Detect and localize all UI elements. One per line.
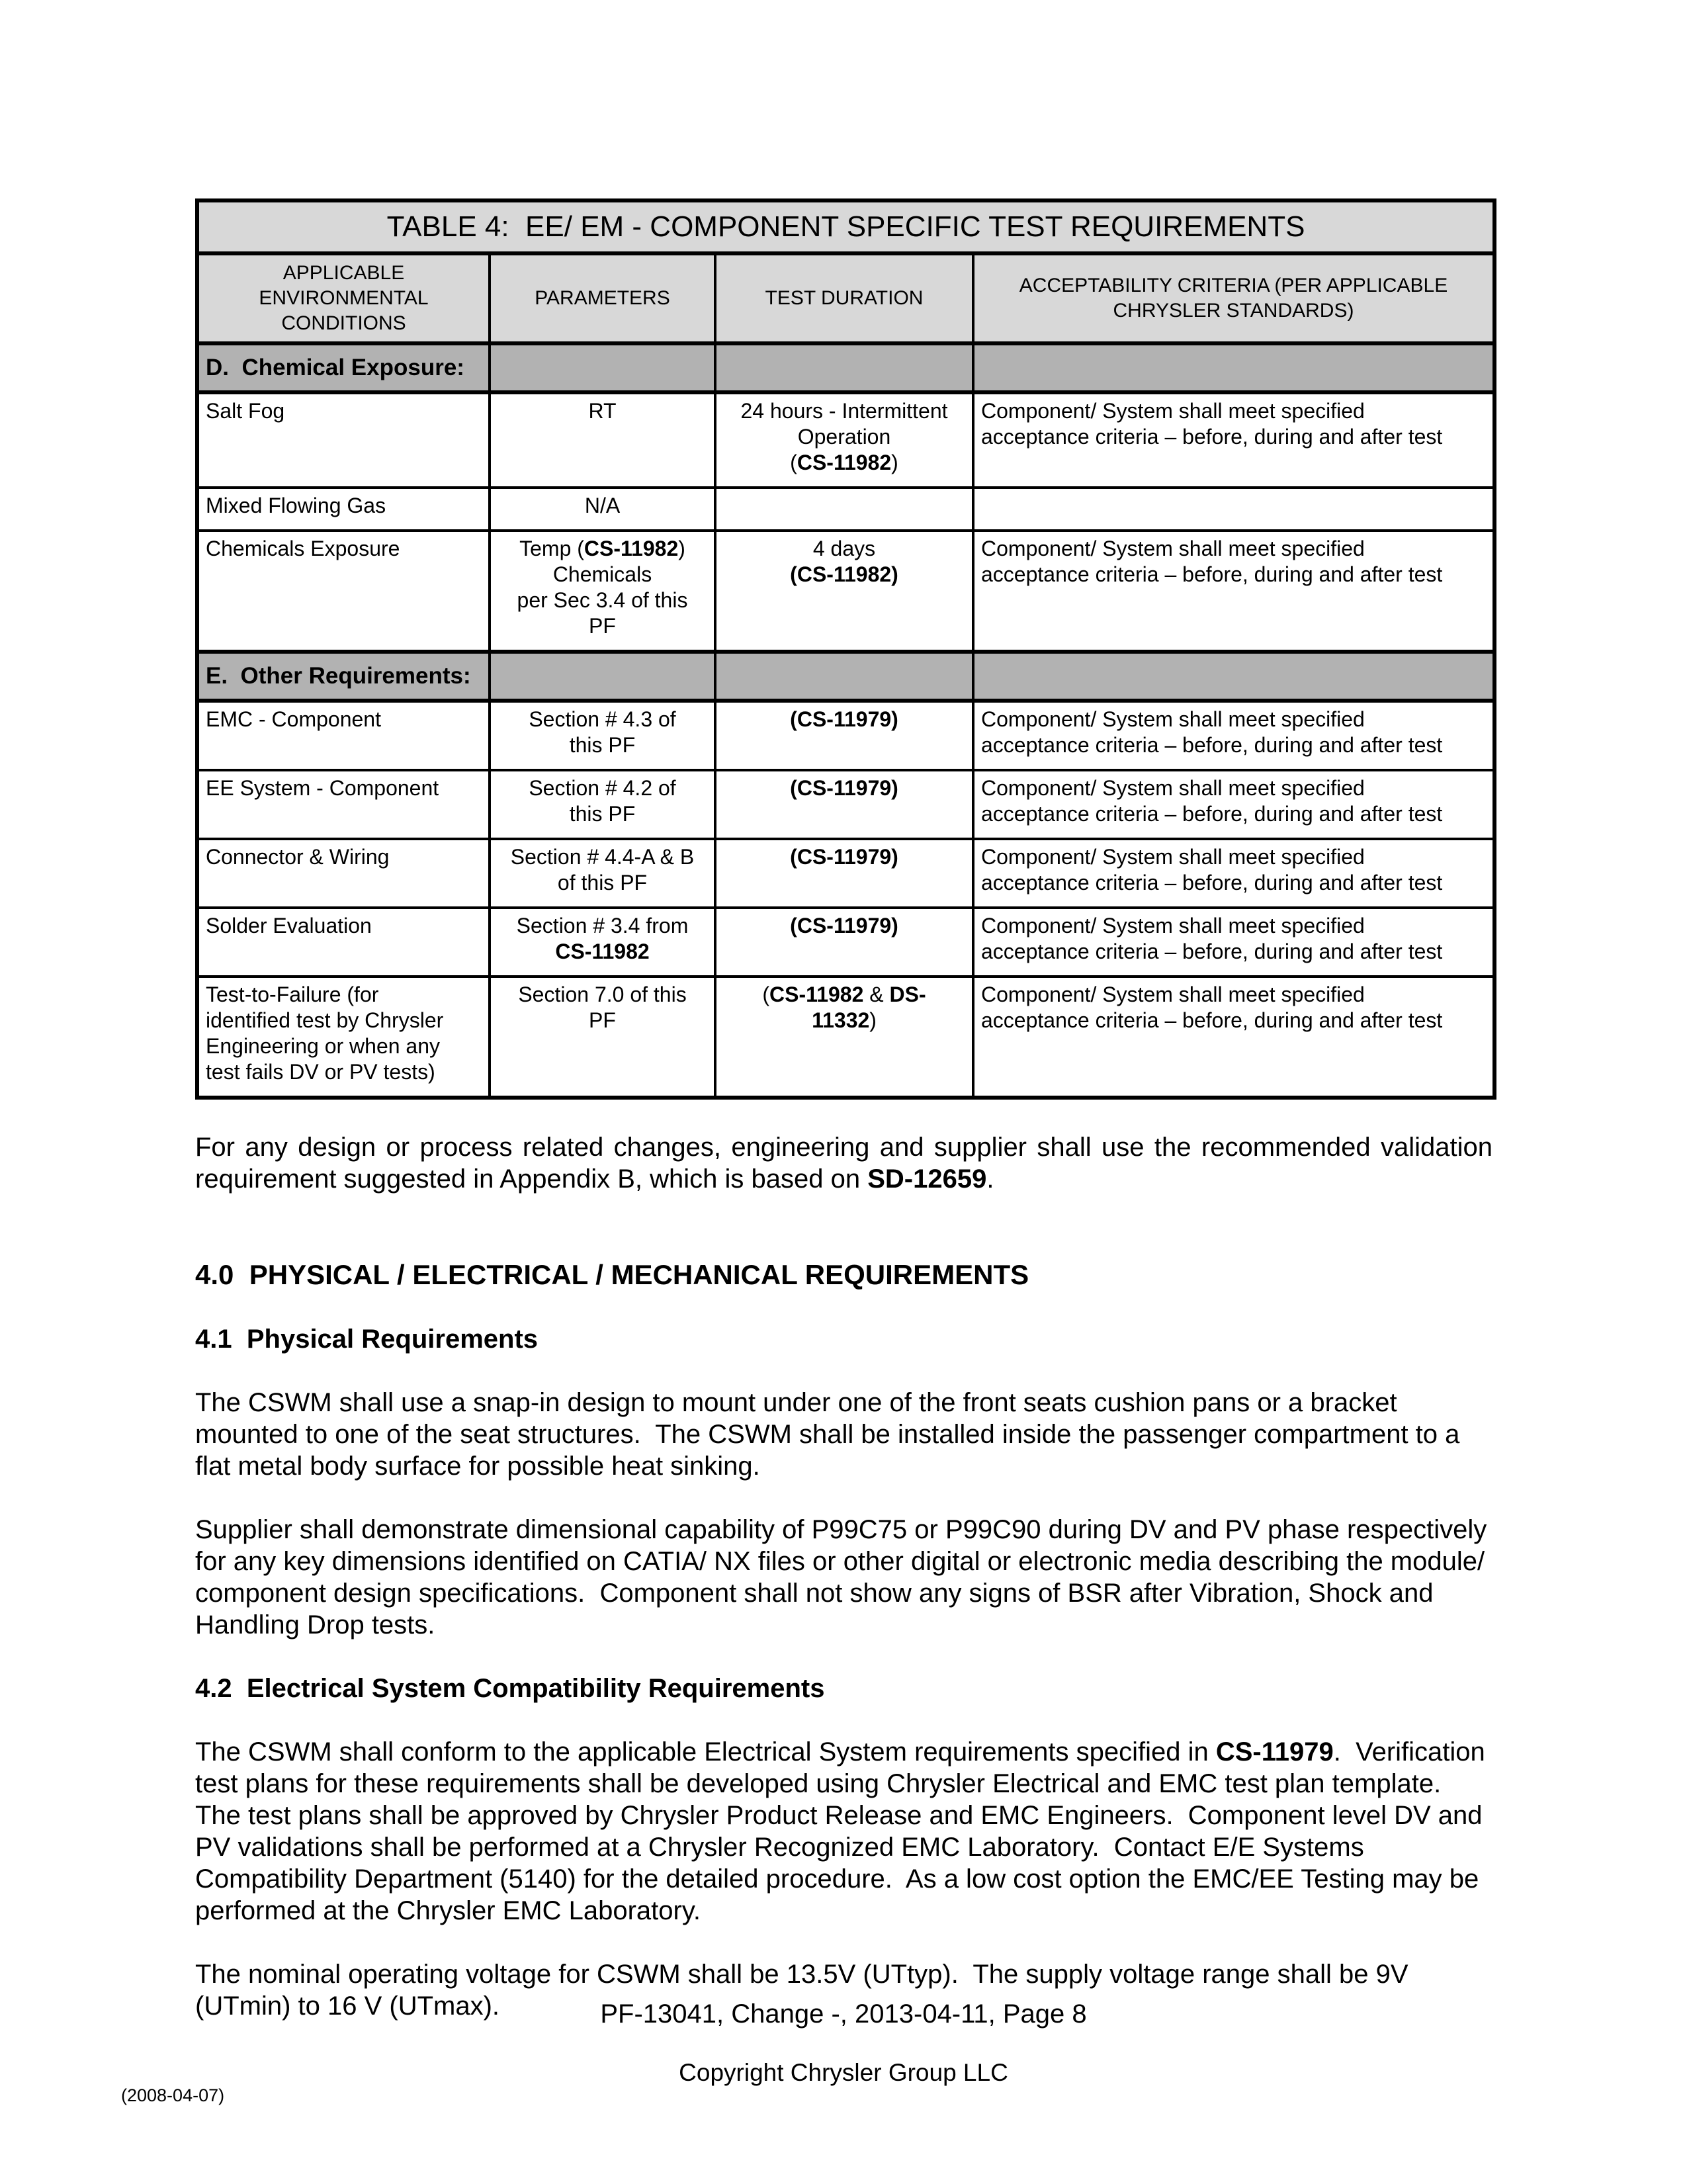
table-title: TABLE 4: EE/ EM - COMPONENT SPECIFIC TEST REQUIREMENTS <box>197 200 1494 253</box>
table-cell: Component/ System shall meet specified acceptance criteria – before, during and after test <box>973 839 1494 908</box>
footer-form-date: (2008-04-07) <box>121 2085 225 2105</box>
paragraph: The CSWM shall use a snap-in design to mount under one of the front seats cushion pans or a bracket mounted to one of the seat structures. The CSWM shall be installed inside the passenger compartment to a flat metal body surface for possible heat sinking. <box>195 1388 1467 1481</box>
footer-copyright: Copyright Chrysler Group LLC <box>679 2059 1008 2086</box>
table-cell: (CS-11979) <box>715 701 973 770</box>
table-cell <box>973 343 1494 392</box>
paragraph: The nominal operating voltage for CSWM shall be 13.5V (UTtyp). The supply voltage range shall be 9V (UTmin) to 16 V (UTmax). <box>195 1960 1416 2021</box>
table-cell: (CS-11979) <box>715 839 973 908</box>
table-title-row <box>197 200 1494 253</box>
table-cell: Section 7.0 of this PF <box>490 977 715 1098</box>
table-cell: Mixed Flowing Gas <box>197 488 490 531</box>
table-row <box>197 977 1494 1098</box>
table-cell <box>715 652 973 701</box>
table-cell: Connector & Wiring <box>197 839 490 908</box>
table-row <box>197 488 1494 531</box>
table-row <box>197 392 1494 488</box>
section-heading: 4.1 Physical Requirements <box>195 1325 539 1354</box>
table-cell: E. Other Requirements: <box>197 652 490 701</box>
table-4-component-specific-test-requirements <box>195 198 1496 1100</box>
table-cell: Solder Evaluation <box>197 908 490 977</box>
table-cell: Component/ System shall meet specified acceptance criteria – before, during and after test <box>973 701 1494 770</box>
table-cell <box>490 652 715 701</box>
table-cell: Temp (CS-11982) Chemicals per Sec 3.4 of this PF <box>490 531 715 652</box>
table-cell <box>973 652 1494 701</box>
table-section-row <box>197 343 1494 392</box>
table-cell: N/A <box>490 488 715 531</box>
table-cell: EE System - Component <box>197 770 490 839</box>
footer-document-id: PF-13041, Change -, 2013-04-11, Page 8 <box>600 1999 1087 2029</box>
table-cell: Component/ System shall meet specified acceptance criteria – before, during and after test <box>973 392 1494 488</box>
section-heading: 4.2 Electrical System Compatibility Requirements <box>195 1674 825 1703</box>
column-header-applicable-environmental-conditions: APPLICABLE ENVIRONMENTAL CONDITIONS <box>197 253 490 343</box>
table-row <box>197 770 1494 839</box>
column-header-parameters: PARAMETERS <box>490 253 715 343</box>
table-cell <box>973 488 1494 531</box>
table-cell: Component/ System shall meet specified acceptance criteria – before, during and after test <box>973 770 1494 839</box>
table-cell: Test-to-Failure (for identified test by Chrysler Engineering or when any test fails DV or PV tests) <box>197 977 490 1098</box>
table-cell: (CS-11979) <box>715 770 973 839</box>
paragraph: For any design or process related changes, engineering and supplier shall use the recommended validation requirement suggested in Appendix B, which is based on SD-12659. <box>195 1133 1500 1194</box>
table-cell <box>715 488 973 531</box>
table-cell: Component/ System shall meet specified acceptance criteria – before, during and after test <box>973 977 1494 1098</box>
table-cell: (CS-11982 & DS- 11332) <box>715 977 973 1098</box>
table-body <box>197 343 1494 1098</box>
table-cell: D. Chemical Exposure: <box>197 343 490 392</box>
paragraph: The CSWM shall conform to the applicable Electrical System requirements specified in CS-11979. Verification test plans for these requirements shall be developed using Chrysler Electrical and EMC test plan template. The test plans shall be approved by Chrysler Product Release and EMC Engineers. Component level DV and PV validations shall be performed at a Chrysler Recognized EMC Laboratory. Contact E/E Systems Compatibility Department (5140) for the detailed procedure. As a low cost option the EMC/EE Testing may be performed at the Chrysler EMC Laboratory. <box>195 1737 1492 1925</box>
table-header-row <box>197 253 1494 343</box>
paragraph: Supplier shall demonstrate dimensional capability of P99C75 or P99C90 during DV and PV phase respectively for any key dimensions identified on CATIA/ NX files or other digital or electronic media describing the module/ component design specifications. Component shall not show any signs of BSR after Vibration, Shock and Handling Drop tests. <box>195 1515 1494 1639</box>
table-row <box>197 839 1494 908</box>
table-cell: Component/ System shall meet specified acceptance criteria – before, during and after test <box>973 531 1494 652</box>
table-cell <box>715 343 973 392</box>
table-row <box>197 908 1494 977</box>
table-cell: Section # 4.2 of this PF <box>490 770 715 839</box>
table-cell: 24 hours - Intermittent Operation (CS-11982) <box>715 392 973 488</box>
table-cell: 4 days (CS-11982) <box>715 531 973 652</box>
table-row <box>197 531 1494 652</box>
document-body-text <box>195 1131 1500 2022</box>
table-cell: RT <box>490 392 715 488</box>
table-cell: Section # 3.4 from CS-11982 <box>490 908 715 977</box>
table-cell: Component/ System shall meet specified acceptance criteria – before, during and after test <box>973 908 1494 977</box>
table-cell: Section # 4.4-A & B of this PF <box>490 839 715 908</box>
table-cell: EMC - Component <box>197 701 490 770</box>
table-cell: Chemicals Exposure <box>197 531 490 652</box>
table-cell: (CS-11979) <box>715 908 973 977</box>
table-cell <box>490 343 715 392</box>
section-heading: 4.0 PHYSICAL / ELECTRICAL / MECHANICAL REQUIREMENTS <box>195 1259 1029 1290</box>
table-row <box>197 701 1494 770</box>
table-cell: Salt Fog <box>197 392 490 488</box>
table-section-row <box>197 652 1494 701</box>
table-cell: Section # 4.3 of this PF <box>490 701 715 770</box>
column-header-test-duration: TEST DURATION <box>715 253 973 343</box>
column-header-acceptability-criteria: ACCEPTABILITY CRITERIA (PER APPLICABLE CHRYSLER STANDARDS) <box>973 253 1494 343</box>
